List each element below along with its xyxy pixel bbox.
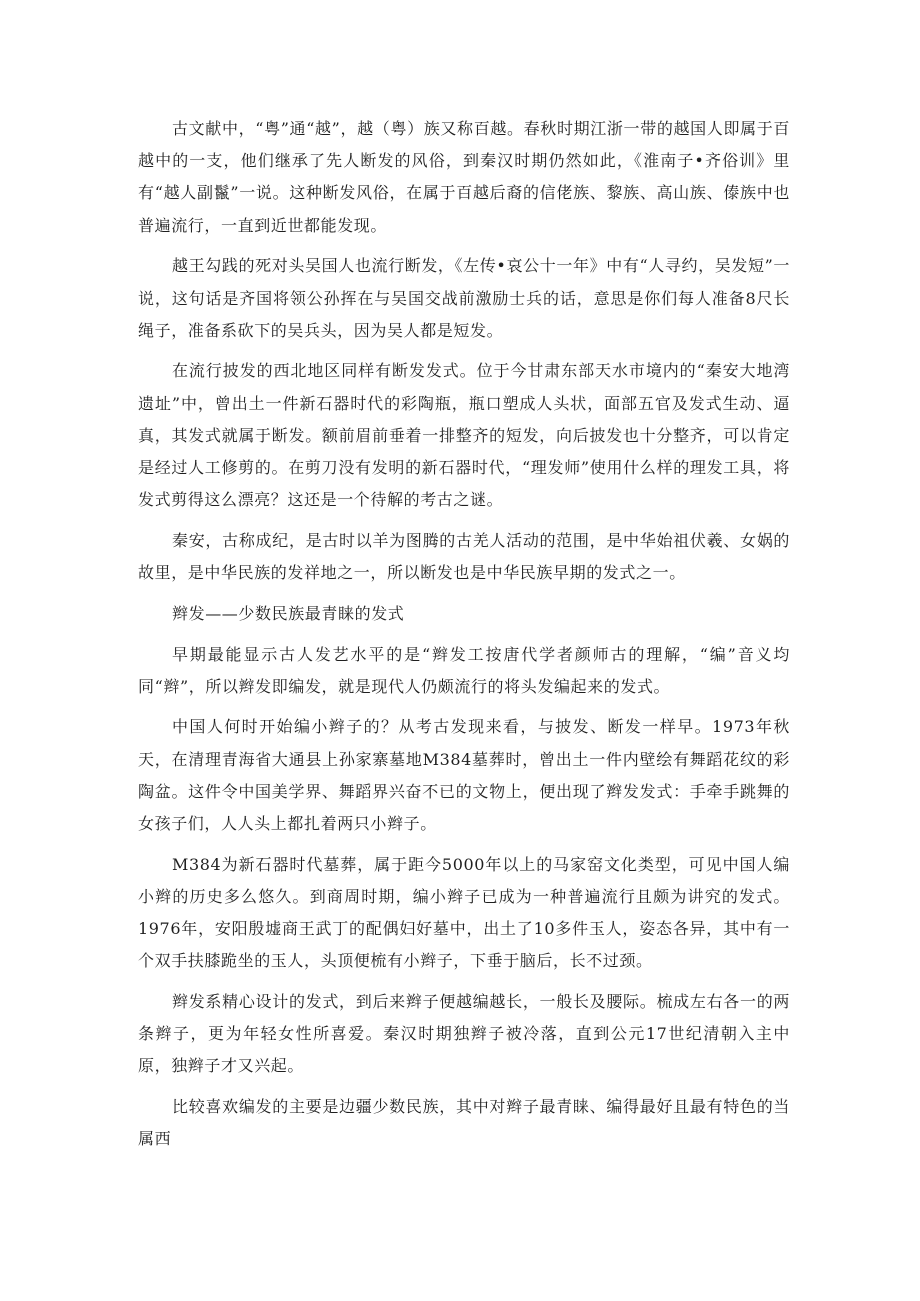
paragraph-qinan: 秦安，古称成纪，是古时以羊为图腾的古羌人活动的范围，是中华始祖伏羲、女娲的故里，是中华民族的发祥地之一，所以断发也是中华民族早期的发式之一。	[138, 530, 790, 583]
section-heading-bianfa: 辫发——少数民族最青睐的发式	[172, 603, 405, 623]
paragraph-m384-discovery: 中国人何时开始编小辫子的？从考古发现来看，与披发、断发一样早。1973年秋天，在清理青海省大通县上孙家寨墓地M384墓葬时，曾出土一件内壁绘有舞蹈花纹的彩陶盆。这件令中国美学界、舞蹈界兴奋不已的文物上，便出现了辫发发式：手牵手跳舞的女孩子们，人人头上都扎着两只小辫子。	[138, 717, 790, 834]
paragraph-bianfa-design: 辫发系精心设计的发式，到后来辫子便越编越长，一般长及腰际。梳成左右各一的两条辫子，更为年轻女性所喜爱。秦汉时期独辫子被冷落，直到公元17世纪清朝入主中原，独辫子才又兴起。	[138, 992, 790, 1076]
paragraph-yue-duanfa: 古文献中，“粤”通“越”，越（粤）族又称百越。春秋时期江浙一带的越国人即属于百越中的一支，他们继承了先人断发的风俗，到秦汉时期仍然如此，《淮南子•齐俗训》里有“越人副鬣”一说。这种断发风俗，在属于百越后裔的信佬族、黎族、高山族、傣族中也普遍流行，一直到近世都能发现。	[138, 119, 790, 235]
paragraph-wu-duanfa: 越王勾践的死对头吴国人也流行断发，《左传•哀公十一年》中有“人寻约，吴发短”一说，这句话是齐国将领公孙挥在与吴国交战前激励士兵的话，意思是你们每人准备8尺长绳子，准备系砍下的吴兵头，因为吴人都是短发。	[138, 256, 790, 340]
paragraph-dadiwan: 在流行披发的西北地区同样有断发发式。位于今甘肃东部天水市境内的“秦安大地湾遗址”中，曾出土一件新石器时代的彩陶瓶，瓶口塑成人头状，面部五官及发式生动、逼真，其发式就属于断发。额前眉前垂着一排整齐的短发，向后披发也十分整齐，可以肯定是经过人工修剪的。在剪刀没有发明的新石器时代，“理发师”使用什么样的理发工具，将发式剪得这么漂亮？这还是一个待解的考古之谜。	[138, 361, 790, 510]
paragraph-m384-history: M384为新石器时代墓葬，属于距今5000年以上的马家窑文化类型，可见中国人编小辫的历史多么悠久。到商周时期，编小辫子已成为一种普遍流行且颇为讲究的发式。1976年，安阳殷墟商王武丁的配偶妇好墓中，出土了10多件玉人，姿态各异，其中有一个双手扶膝跪坐的玉人，头顶便梳有小辫子，下垂于脑后，长不过颈。	[138, 854, 790, 971]
document-body	[138, 113, 790, 1164]
paragraph-minorities: 比较喜欢编发的主要是边疆少数民族，其中对辫子最青睐、编得最好且最有特色的当属西	[138, 1097, 790, 1149]
paragraph-bianfa-definition: 早期最能显示古人发艺水平的是“辫发工按唐代学者颜师古的理解，“编”音义均同“辫”，所以辫发即编发，就是现代人仍颇流行的将头发编起来的发式。	[138, 644, 790, 696]
